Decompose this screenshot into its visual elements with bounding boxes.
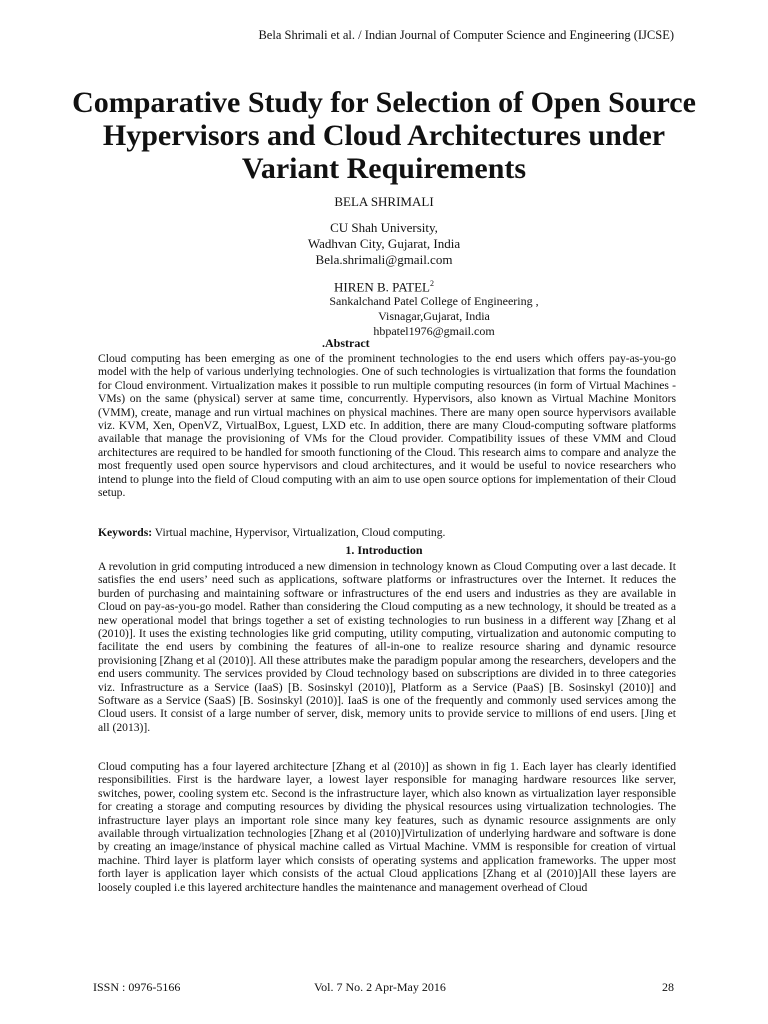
- keywords-text: Virtual machine, Hypervisor, Virtualization, Cloud computing.: [152, 526, 446, 539]
- abstract-heading: .Abstract: [322, 336, 370, 350]
- paper-title: Comparative Study for Selection of Open Source Hypervisors and Cloud Architectures under Variant Requirements: [72, 86, 696, 185]
- keywords-line: [98, 526, 676, 539]
- author-mark: 2: [429, 279, 434, 288]
- author-affiliation-line: Sankalchand Patel College of Engineering ,: [329, 294, 539, 308]
- section-heading: 1. Introduction: [345, 543, 423, 557]
- author-email: Bela.shrimali@gmail.com: [315, 252, 453, 267]
- abstract-text: Cloud computing has been emerging as one of the prominent technologies to the end users which offers pay-as-you-go model with the help of various underlying technologies. One of such technologies is virtualization that forms the foundation for Cloud environment. Virtualization makes it possible to run multiple computing resources (in form of Virtual Machines - VMs) on the same (physical) server at same time, concurrently. Hypervisors, also known as Virtual Machine Monitors (VMM), create, manage and run virtual machines on physical machines. There are many open source hypervisors available viz. KVM, Xen, OpenVZ, VirtualBox, Lguest, LXD etc. In addition, there are many Cloud-computing software platforms available that manage the provisioning of VMs for the Cloud provider. Compatibility issues of these VMM and Cloud architectures are required to be handled for smooth functioning of the Cloud. This research aims to compare and analyze the most frequently used open source hypervisors and cloud architectures, and it would be useful to novice researchers who intend to plunge into the field of Cloud computing with an aim to use open source options for implementation of their Cloud setup.: [98, 352, 676, 500]
- page-number: 28: [662, 980, 674, 994]
- footer-issn: ISSN : 0976-5166: [93, 980, 181, 994]
- running-head: Bela Shrimali et al. / Indian Journal of Computer Science and Engineering (IJCSE): [258, 28, 674, 42]
- author-name-2: [0, 276, 768, 295]
- author-block-1: [0, 194, 768, 268]
- author-name: BELA SHRIMALI: [334, 194, 434, 209]
- author-block-2: [304, 294, 564, 339]
- footer-volume: Vol. 7 No. 2 Apr-May 2016: [314, 980, 446, 994]
- body-paragraph: Cloud computing has a four layered architecture [Zhang et al (2010)] as shown in fig 1. Each layer has clearly identified responsibilities. First is the hardware layer, a lowest layer responsible for managing hardware resources like server, switches, power, cooling system etc. Second is the infrastructure layer, which also known as virtualization layer responsible for creating a storage and computing resources by dividing the physical resources using virtualization technologies. The infrastructure layer plays an important role since many key features, such as dynamic resource assignments are only available through virtualization technologies [Zhang et al (2010)]Virtulization of underlying hardware and software is done by creating an image/instance of physical machine called as Virtual Machine. VMM is responsible for creation of virtual machine. Third layer is platform layer which consists of operating systems and application frameworks. The upper most forth layer is application layer which consists of the actual Cloud applications [Zhang et al (2010)]All these layers are loosely coupled i.e this layered architecture handles the maintenance and management overhead of Cloud: [98, 760, 676, 894]
- author-affiliation-line: CU Shah University,: [330, 220, 438, 235]
- author-affiliation-line: Visnagar,Gujarat, India: [378, 309, 490, 323]
- author-email: hbpatel1976@gmail.com: [373, 324, 495, 338]
- body-paragraph: A revolution in grid computing introduced a new dimension in technology known as Cloud Computing over a last decade. It satisfies the end users’ need such as applications, software platforms or infrastructures over the Internet. It reduces the burden of purchasing and maintaining software or infrastructures of the end users and industries as they are available in Cloud on pay-as-you-go model. Rather than considering the Cloud computing as a new technology, it should be treated as a new operational model that brings together a set of existing technologies to run business in a different way [Zhang et al (2010)]. It uses the existing technologies like grid computing, utility computing, virtualization and autonomic computing to facilitate the end users by combining the features of all-in-one to realize resource sharing and dynamic resource provisioning [Zhang et al (2010)]. All these attributes make the paradigm popular among the researchers, developers and the end users community. The services provided by Cloud technology based on subscriptions are divided in to three categories viz. Infrastructure as a Service (IaaS) [B. Sosinskyl (2010)], Platform as a Service (PaaS) [B. Sosinskyl (2010)] and Software as a Service (SaaS) [B. Sosinskyl (2010)]. IaaS is one of the frequently and commonly used services among the Cloud users. It consist of a large number of server, disk, memory units to provide service to millions of end users. [Jing et all (2013)].: [98, 560, 676, 734]
- keywords-label: Keywords:: [98, 526, 153, 539]
- author-name: HIREN B. PATEL: [334, 279, 430, 295]
- author-affiliation-line: Wadhvan City, Gujarat, India: [307, 236, 461, 251]
